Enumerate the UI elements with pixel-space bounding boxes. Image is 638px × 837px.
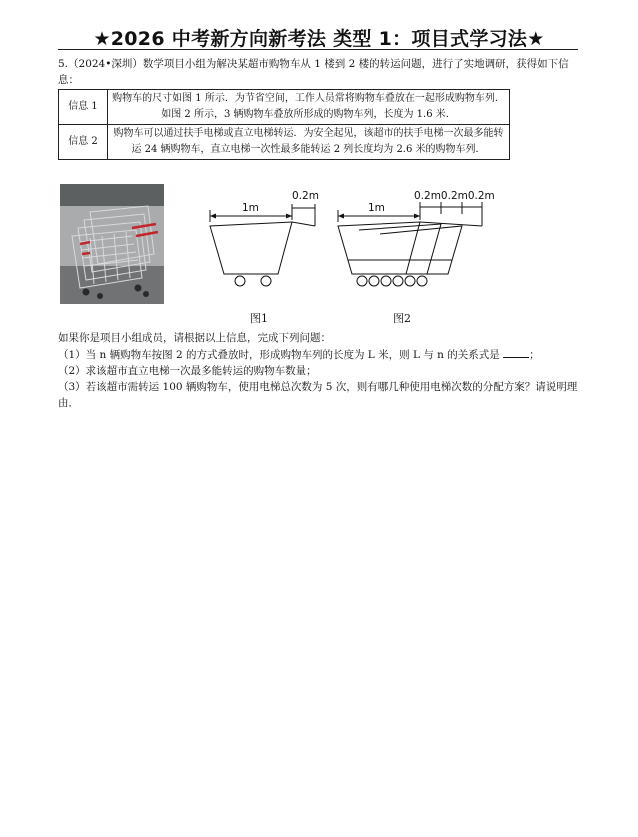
question-2: （2）求该超市直立电梯一次最多能转运的购物车数量； [58, 365, 317, 377]
page-title: ★2026 中考新方向新考法 类型 1：项目式学习法★ [93, 28, 545, 50]
wheel-icon [393, 276, 403, 286]
wheel-icon [381, 276, 391, 286]
wheel-icon [369, 276, 379, 286]
figure-1-caption: 图1 [250, 312, 268, 325]
title-divider [58, 49, 578, 50]
cart-diagram-svg [190, 190, 510, 300]
wheel-icon [261, 276, 271, 286]
wheel-icon [235, 276, 245, 286]
question-3: （3）若该超市需转运 100 辆购物车，使用电梯总次数为 5 次，则有哪几种使用电梯次数的分配方案？请说明理由． [58, 381, 578, 409]
figure-2-cart-stack [338, 202, 482, 286]
question-1-end: ； [529, 349, 540, 361]
questions-intro: 如果你是项目小组成员，请根据以上信息，完成下列问题： [58, 332, 331, 344]
info-text: 购物车可以通过扶手电梯或直立电梯转运．为安全起见，该超市的扶手电梯一次最多能转运 24 辆购物车，直立电梯一次性最多能转运 2 列长度均为 2.6 米的购物车列． [108, 125, 510, 160]
wheel-icon [417, 276, 427, 286]
questions-section [58, 330, 580, 411]
shopping-cart-photo [60, 184, 164, 304]
shopping-cart-photo-art [60, 184, 164, 304]
cart-diagrams [190, 190, 510, 325]
answer-blank[interactable] [503, 346, 529, 358]
info-key: 信息 1 [59, 90, 108, 125]
figure-1-cart [210, 204, 315, 286]
table-row [59, 125, 510, 160]
fig1-width-label: 1m [242, 202, 259, 214]
figure-2-caption: 图2 [393, 312, 411, 325]
fig2-handle-label: 0.2m0.2m0.2m [414, 190, 495, 202]
fig2-width-label: 1m [368, 202, 385, 214]
question-1 [58, 346, 580, 363]
wheel-icon [405, 276, 415, 286]
table-row [59, 90, 510, 125]
fig1-basket [210, 222, 292, 274]
info-table [58, 89, 510, 160]
info-key: 信息 2 [59, 125, 108, 160]
info-text: 购物车的尺寸如图 1 所示．为节省空间，工作人员常将购物车叠放在一起形成购物车列．如图 2 所示，3 辆购物车叠放所形成的购物车列，长度为 1.6 米． [108, 90, 510, 125]
wheel-icon [357, 276, 367, 286]
fig1-handle-label: 0.2m [292, 190, 319, 202]
problem-stem: 5.（2024•深圳）数学项目小组为解决某超市购物车从 1 楼到 2 楼的转运问题，进行了实地调研，获得如下信息： [58, 58, 569, 86]
question-1-text: （1）当 n 辆购物车按图 2 的方式叠放时，形成购物车列的长度为 L 米，则 L 与 n 的关系式是 [58, 349, 500, 361]
